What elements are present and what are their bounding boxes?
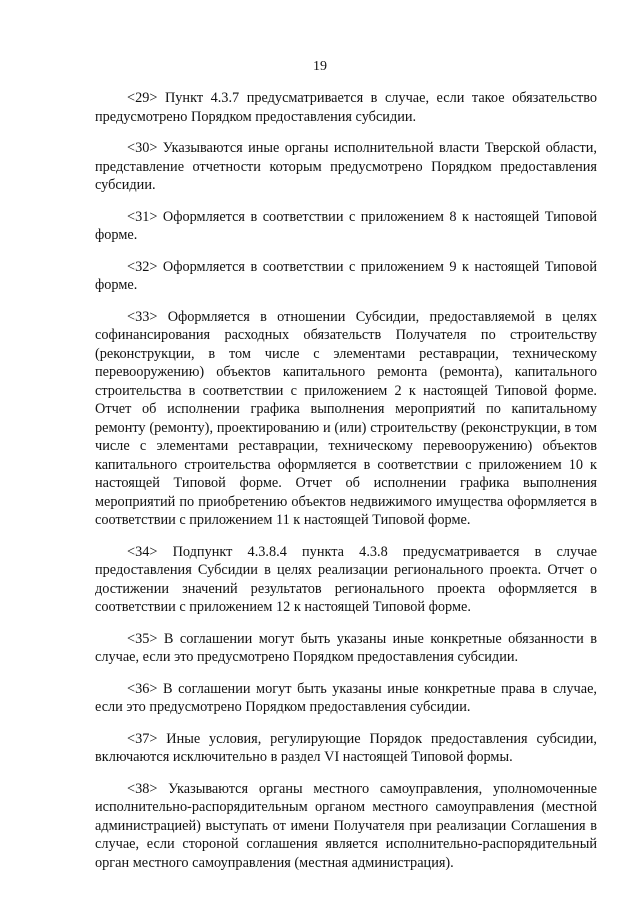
footnote-37: <37> Иные условия, регулирующие Порядок предоставления субсидии, включаются исключительно в раздел VI настоящей Типовой формы.: [95, 730, 597, 765]
footnote-36: <36> В соглашении могут быть указаны иные конкретные права в случае, если это предусмотрено Порядком предоставления субсидии.: [95, 680, 597, 715]
footnote-35: <35> В соглашении могут быть указаны иные конкретные обязанности в случае, если это предусмотрено Порядком предоставления субсидии.: [95, 630, 597, 665]
footnotes-list: [95, 89, 597, 872]
footnote-34: <34> Подпункт 4.3.8.4 пункта 4.3.8 предусматривается в случае предоставления Субсидии в целях реализации регионального проекта. Отчет о достижении значений результатов регионального проекта оформляется в соответствии с приложением 12 к настоящей Типовой форме.: [95, 543, 597, 615]
footnote-33: <33> Оформляется в отношении Субсидии, предоставляемой в целях софинансирования расходных обязательств Получателя по строительству (реконструкции, в том числе с элементами реставрации, техническому перевооружению) объектов капитального ремонта (ремонта), капитального строительства в соответствии с приложением 2 к настоящей Типовой форме. Отчет об исполнении графика выполнения мероприятий по капитальному ремонту (ремонту), проектированию и (или) строительству (реконструкции, в том числе с элементами реставрации, техническому перевооружению) объектов капитального строительства оформляется в соответствии с приложением 10 к настоящей Типовой форме. Отчет об исполнении графика выполнения мероприятий по приобретению объектов недвижимого имущества оформляется в соответствии с приложением 11 к настоящей Типовой форме.: [95, 308, 597, 528]
footnote-30: <30> Указываются иные органы исполнительной власти Тверской области, представление отчетности которым предусмотрено Порядком предоставления субсидии.: [95, 140, 597, 193]
footnote-29: <29> Пункт 4.3.7 предусматривается в случае, если такое обязательство предусмотрено Порядком предоставления субсидии.: [95, 90, 597, 125]
footnote-32: <32> Оформляется в соответствии с приложением 9 к настоящей Типовой форме.: [95, 258, 597, 293]
footnote-38: <38> Указываются органы местного самоуправления, уполномоченные исполнительно-распорядительным органом местного самоуправления (местной администрацией) выступать от имени Получателя при реализации Соглашения в случае, если стороной соглашения является исполнительно-распорядительный орган местного самоуправления (местная администрация).: [95, 780, 597, 871]
footnote-31: <31> Оформляется в соответствии с приложением 8 к настоящей Типовой форме.: [95, 208, 597, 243]
page-number: 19: [313, 59, 327, 74]
